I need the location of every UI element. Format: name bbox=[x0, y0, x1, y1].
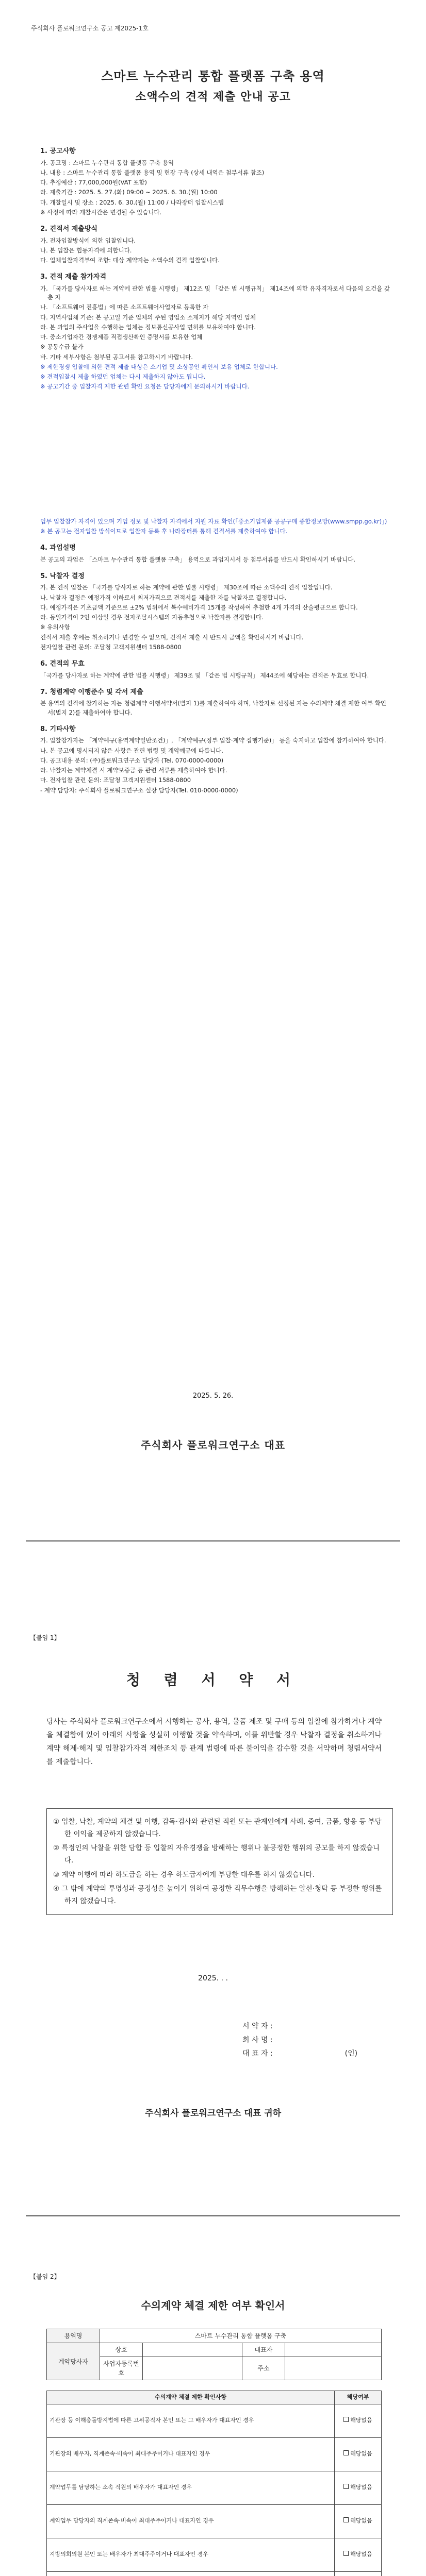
section-line: - 계약 담당자: 주식회사 플로워크연구소 실장 담당자(Tel. 010-0000-0000) bbox=[40, 786, 238, 794]
sign-row bbox=[242, 2033, 357, 2047]
divider bbox=[26, 2215, 400, 2216]
project-label-cell: 용역명 bbox=[47, 2329, 100, 2343]
table-row bbox=[47, 2437, 382, 2471]
checklist-item: 계약업무를 담당하는 소속 직원의 배우자가 대표자인 경우 bbox=[47, 2471, 335, 2504]
field-label: 사업자등록번호 bbox=[100, 2357, 143, 2380]
highlight-line: ※ 견적입찰시 제출 하였던 업체는 다시 제출하지 않아도 됩니다. bbox=[40, 373, 206, 380]
table-row bbox=[47, 2538, 382, 2571]
section-line: 바. 기타 세부사항은 첨부된 공고서를 참고하시기 바랍니다. bbox=[40, 353, 193, 361]
checkbox-icon[interactable] bbox=[343, 2551, 349, 2556]
section-heading: 6. 견적의 무효 bbox=[40, 660, 85, 668]
section-line: 나. 「소프트웨어 진흥법」에 따른 소프트웨어사업자로 등록한 자 bbox=[40, 303, 209, 311]
announcement-body bbox=[40, 139, 391, 796]
table-row bbox=[47, 2343, 382, 2357]
field-value[interactable] bbox=[143, 2343, 242, 2357]
field-value[interactable] bbox=[143, 2357, 242, 2380]
annex1-label: 【붙임 1】 bbox=[30, 1634, 60, 1641]
section-line: 나. 본 공고에 명시되지 않은 사항은 관련 법령 및 계약예규에 따릅니다. bbox=[40, 747, 223, 754]
section-heading: 8. 기타사항 bbox=[40, 725, 76, 733]
project-name-cell: 스마트 누수관리 통합 플랫폼 구축 bbox=[100, 2329, 382, 2343]
pledge-intro: 당사는 주식회사 플로워크연구소에서 시행하는 공사, 용역, 물품 제조 및 구매 등의 입찰에 참가하거나 계약을 체결함에 있어 아래의 사항을 성실히 이행할 것을 약속하며, 이를 위반할 경우 낙찰자 결정을 취소하거나 계약 해제·해지 및 입찰참가자격 제한조치 등 관계 법령에 따른 불이익을 감수할 것을 서약하며 청렴서약서를 제출합니다. bbox=[46, 1718, 382, 1766]
section-line: 다. 지역사업체 기준: 본 공고일 기준 업체의 주된 영업소 소재지가 해당 지역인 업체 bbox=[40, 313, 256, 321]
checkbox-icon[interactable] bbox=[343, 2417, 349, 2422]
section-line: 전자입찰 관련 문의: 조달청 고객지원센터 1588-0800 bbox=[40, 643, 182, 651]
sign-label: 대 표 자 : bbox=[242, 2049, 273, 2058]
section-line: 다. 업체입찰자격부여 조항: 대상 계약자는 소액수의 견적 입찰입니다. bbox=[40, 257, 220, 264]
checklist-answer[interactable] bbox=[335, 2538, 382, 2571]
sign-label: 회 사 명 : bbox=[242, 2036, 273, 2044]
checklist-item: 계약업무 담당자의 직계존속·비속이 최대주주이거나 대표자인 경우 bbox=[47, 2504, 335, 2538]
title-line-2: 소액수의 견적 제출 안내 공고 bbox=[135, 91, 291, 104]
pledge-sign-block bbox=[242, 2020, 357, 2061]
section-heading: 3. 견적 제출 참가자격 bbox=[40, 273, 107, 281]
section-line: 다. 예정가격은 기초금액 기준으로 ±2% 범위에서 복수예비가격 15개를 작성하여 추첨한 4개 가격의 산술평균으로 합니다. bbox=[40, 603, 358, 611]
note-line: 업무 입찰참가 자격이 있으며 기업 정보 및 낙찰자 자격에서 지원 자료 확인(「중소기업제품 공공구매 종합정보망(www.smpp.go.kr)」) bbox=[40, 517, 387, 525]
pledge-item: ① 입찰, 낙찰, 계약의 체결 및 이행, 감독·검사와 관련된 직원 또는 관계인에게 사례, 증여, 금품, 향응 등 부당한 이익을 제공하지 않겠습니다. bbox=[53, 1818, 382, 1838]
section-line: 가. 본 견적 입찰은 「국가를 당사자로 하는 계약에 관한 법률 시행령」 제30조에 따른 소액수의 견적 입찰입니다. bbox=[40, 584, 333, 591]
title-block bbox=[0, 67, 426, 106]
highlight-line: ※ 제한경쟁 입찰에 의한 견적 제출 대상은 소기업 및 소상공인 확인서 보유 업체로 한합니다. bbox=[40, 363, 278, 370]
table-row bbox=[47, 2504, 382, 2538]
divider bbox=[26, 1540, 400, 1541]
table-row bbox=[47, 2329, 382, 2343]
section-line: 마. 개찰일시 및 장소 : 2025. 6. 30.(월) 11:00 / 나라장터 입찰시스템 bbox=[40, 198, 224, 206]
checklist-answer[interactable] bbox=[335, 2404, 382, 2437]
section-heading: 1. 공고사항 bbox=[40, 147, 76, 155]
sign-row bbox=[242, 2047, 357, 2061]
pledge-title: 청 렴 서 약 서 bbox=[126, 1671, 300, 1688]
spacer bbox=[40, 393, 391, 516]
highlight-line: ※ 공고기간 중 입찰자격 제한 관련 확인 요청은 담당자에게 문의하시기 바랍니다. bbox=[40, 383, 250, 391]
section-line: 라. 낙찰자는 계약체결 시 계약보증금 등 관련 서류를 제출하여야 합니다. bbox=[40, 767, 227, 774]
table-row bbox=[47, 2404, 382, 2437]
header-cell: 해당여부 bbox=[335, 2391, 382, 2404]
section-line: ※ 사정에 따라 개찰시간은 변경될 수 있습니다. bbox=[40, 208, 162, 216]
checklist-answer[interactable] bbox=[335, 2504, 382, 2538]
project-info-table bbox=[46, 2329, 382, 2380]
checkbox-icon[interactable] bbox=[343, 2450, 349, 2455]
section-line: 마. 중소기업자간 경쟁제품 직접생산확인 증명서를 보유한 업체 bbox=[40, 333, 203, 341]
seal-mark: (인) bbox=[345, 2049, 358, 2058]
section-line: 라. 동일가격이 2인 이상일 경우 전자조달시스템의 자동추첨으로 낙찰자를 결정합니다. bbox=[40, 614, 264, 621]
pledge-item: ④ 그 밖에 계약의 투명성과 공정성을 높이기 위하여 공정한 직무수행을 방해하는 알선·청탁 등 부정한 행위를 하지 않겠습니다. bbox=[53, 1885, 382, 1905]
checklist-answer[interactable] bbox=[335, 2471, 382, 2504]
party-label-cell: 계약당사자 bbox=[47, 2343, 100, 2380]
section-line: 「국가를 당사자로 하는 계약에 관한 법률 시행령」 제39조 및 「같은 법 시행규칙」 제44조에 해당하는 견적은 무효로 합니다. bbox=[40, 671, 369, 679]
section-line: 가. 공고명 : 스마트 누수관리 통합 플랫폼 구축 용역 bbox=[40, 159, 174, 166]
checkbox-label: 해당없음 bbox=[350, 2517, 372, 2524]
checklist-item: 기관장 등 이해충돌방지법에 따른 고위공직자 본인 또는 그 배우자가 대표자인 경우 bbox=[47, 2404, 335, 2437]
field-value[interactable] bbox=[285, 2343, 382, 2357]
checklist-answer[interactable] bbox=[335, 2571, 382, 2576]
section-line: 라. 제출기간 : 2025. 5. 27.(화) 09:00 ~ 2025. 6. 30.(월) 10:00 bbox=[40, 189, 218, 196]
checkbox-label: 해당없음 bbox=[350, 2484, 372, 2491]
checkbox-icon[interactable] bbox=[343, 2484, 349, 2489]
table-header-row bbox=[47, 2391, 382, 2404]
section-line: 가. 전자입찰방식에 의한 입찰입니다. bbox=[40, 236, 136, 244]
title-line-1: 스마트 누수관리 통합 플랫폼 구축 용역 bbox=[101, 69, 325, 83]
field-label: 상호 bbox=[100, 2343, 143, 2357]
section-line: 다. 추정예산 : 77,000,000원(VAT 포함) bbox=[40, 179, 147, 186]
section-line: 다. 공고내용 문의: (주)플로워크연구소 담당자 (Tel. 070-0000-0000) bbox=[40, 756, 224, 764]
section-line: 나. 내용 : 스마트 누수관리 통합 플랫폼 용역 및 현장 구축 (상세 내역은 첨부서류 참조) bbox=[40, 168, 265, 176]
section-line: 본 용역의 견적에 참가하는 자는 청렴계약 이행서약서(별지 1)를 제출하여야 하며, 낙찰자로 선정된 자는 수의계약 체결 제한 여부 확인서(별지 2)를 제출하여야 합니다. bbox=[40, 700, 386, 716]
checklist-item: 기관장의 배우자, 직계존속·비속이 최대주주이거나 대표자인 경우 bbox=[47, 2437, 335, 2471]
pledge-item: ② 특정인의 낙찰을 위한 담합 등 입찰의 자유경쟁을 방해하는 행위나 불공정한 행위의 공모를 하지 않겠습니다. bbox=[53, 1844, 380, 1865]
section-line: 라. 본 과업의 주사업을 수행하는 업체는 정보통신공사업 면허를 보유하여야 합니다. bbox=[40, 323, 256, 331]
checkbox-label: 해당없음 bbox=[350, 2450, 372, 2458]
checklist-table bbox=[46, 2391, 382, 2576]
pledge-recipient: 주식회사 플로워크연구소 대표 귀하 bbox=[144, 2108, 282, 2119]
pledge-item: ③ 계약 이행에 따라 하도급을 하는 경우 하도급자에게 부당한 대우를 하지 않겠습니다. bbox=[53, 1870, 315, 1879]
field-label: 대표자 bbox=[242, 2343, 285, 2357]
section-line: 가. 「국가를 당사자로 하는 계약에 관한 법률 시행령」 제12조 및 「같은 법 시행규칙」 제14조에 의한 유자격자로서 다음의 요건을 갖춘 자 bbox=[40, 284, 390, 301]
section-line: 마. 전자입찰 관련 문의: 조달청 고객지원센터 1588-0800 bbox=[40, 776, 191, 784]
check-title: 수의계약 체결 제한 여부 확인서 bbox=[141, 2299, 285, 2312]
header-cell: 수의계약 체결 제한 확인사항 bbox=[47, 2391, 335, 2404]
checklist-answer[interactable] bbox=[335, 2437, 382, 2471]
announce-org: 주식회사 플로워크연구소 대표 bbox=[140, 1439, 286, 1451]
table-row bbox=[47, 2471, 382, 2504]
note-line: ※ 본 공고는 전자입찰 방식이므로 입찰자 등록 후 나라장터를 통해 견적서를 제출하여야 합니다. bbox=[40, 527, 288, 535]
field-label: 주소 bbox=[242, 2357, 285, 2380]
checkbox-label: 해당없음 bbox=[350, 2551, 372, 2558]
annex2-label: 【붙임 2】 bbox=[30, 2273, 60, 2280]
section-heading: 7. 청렴계약 이행준수 및 각서 제출 bbox=[40, 688, 143, 696]
section-line: 본 공고의 과업은 「스마트 누수관리 통합 플랫폼 구축」 용역으로 과업지시서 등 첨부서류를 반드시 확인하시기 바랍니다. bbox=[40, 555, 356, 563]
checkbox-label: 해당없음 bbox=[350, 2417, 372, 2424]
section-line: ※ 유의사항 bbox=[40, 623, 70, 631]
section-line: 가. 입찰참가자는 「계약예규(용역계약일반조건)」, 「계약예규(정부 입찰·계약 집행기준)」 등을 숙지하고 입찰에 참가하여야 합니다. bbox=[40, 737, 386, 744]
table-row bbox=[47, 2571, 382, 2576]
section-heading: 2. 견적서 제출방식 bbox=[40, 225, 97, 233]
section-line: ※ 공동수급 불가 bbox=[40, 343, 84, 351]
field-value[interactable] bbox=[285, 2357, 382, 2380]
announce-date: 2025. 5. 26. bbox=[192, 1392, 234, 1400]
sign-row bbox=[242, 2020, 357, 2033]
pledge-items-box bbox=[46, 1808, 393, 1915]
section-heading: 4. 과업설명 bbox=[40, 544, 76, 552]
section-line: 나. 낙찰자 결정은 예정가격 이하로서 최저가격으로 견적서를 제출한 자를 낙찰자로 결정합니다. bbox=[40, 594, 287, 601]
checklist-item: 지방의회의원 본인 또는 배우자가 최대주주이거나 대표자인 경우 bbox=[47, 2538, 335, 2571]
checklist-item bbox=[47, 2571, 335, 2576]
section-line: 견적서 제출 후에는 취소하거나 변경할 수 없으며, 견적서 제출 시 반드시 금액을 확인하시기 바랍니다. bbox=[40, 633, 304, 641]
checkbox-icon[interactable] bbox=[343, 2517, 349, 2522]
section-line: 나. 본 입찰은 협동자격에 의합니다. bbox=[40, 246, 132, 254]
pledge-date: 2025. . . bbox=[198, 1974, 228, 1982]
sign-label: 서 약 자 : bbox=[242, 2022, 273, 2030]
section-heading: 5. 낙찰자 결정 bbox=[40, 572, 85, 580]
announcement-number: 주식회사 플로워크연구소 공고 제2025-1호 bbox=[31, 25, 149, 32]
